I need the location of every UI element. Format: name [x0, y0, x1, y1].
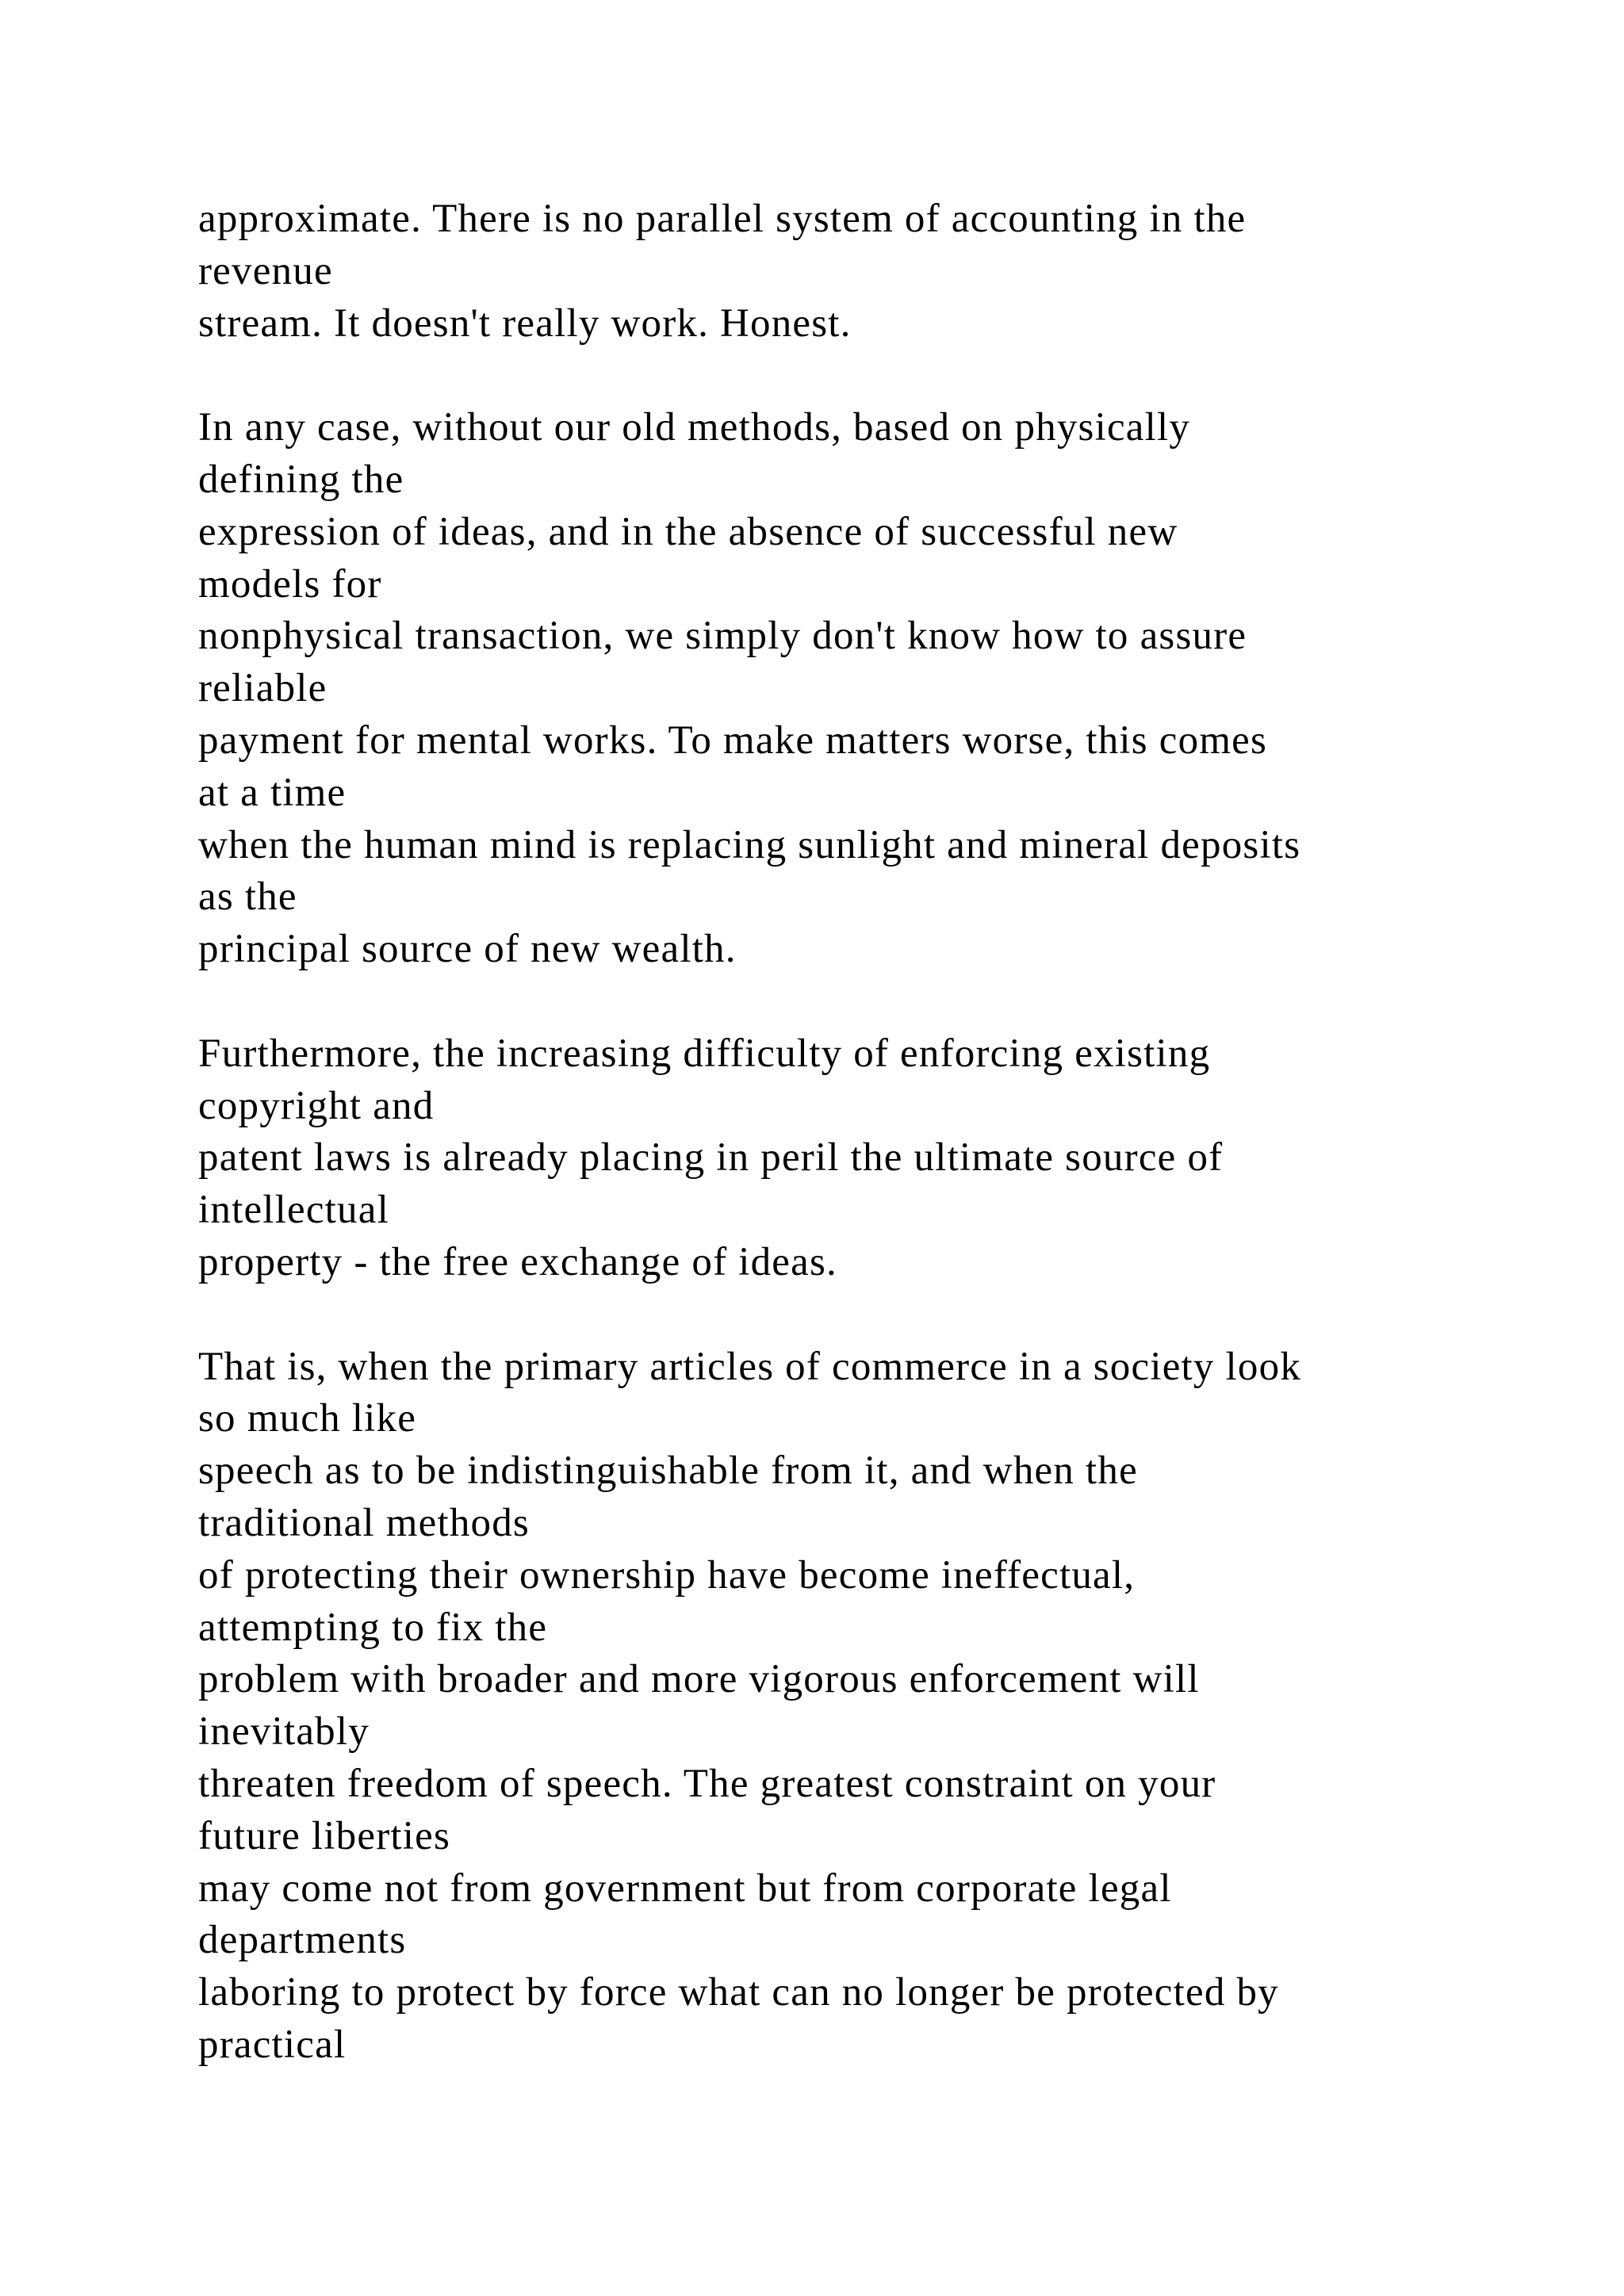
text-line: copyright and: [198, 1083, 435, 1128]
text-line: so much like: [198, 1396, 417, 1441]
text-line: laboring to protect by force what can no longer be protected by: [198, 1970, 1279, 2015]
text-line: stream. It doesn't really work. Honest.: [198, 300, 852, 346]
text-line: Furthermore, the increasing difficulty of enforcing existing: [198, 1031, 1211, 1076]
document-body: [198, 193, 1546, 2072]
paragraph-1: [198, 193, 1546, 350]
text-line: approximate. There is no parallel system of accounting in the: [198, 197, 1247, 241]
text-line: of protecting their ownership have become ineffectual,: [198, 1552, 1136, 1598]
text-line: principal source of new wealth.: [198, 927, 737, 972]
text-line: That is, when the primary articles of commerce in a society look: [198, 1344, 1302, 1389]
text-line: departments: [198, 1918, 407, 1963]
paragraph-4: [198, 1341, 1546, 2072]
text-line: payment for mental works. To make matters worse, this comes: [198, 718, 1268, 763]
text-line: may come not from government but from corporate legal: [198, 1866, 1172, 1911]
text-line: threaten freedom of speech. The greatest constraint on your: [198, 1761, 1216, 1806]
text-line: reliable: [198, 666, 327, 711]
text-line: attempting to fix the: [198, 1605, 548, 1650]
text-line: nonphysical transaction, we simply don't know how to assure: [198, 614, 1247, 659]
text-line: at a time: [198, 770, 347, 815]
text-line: property - the free exchange of ideas.: [198, 1239, 837, 1284]
text-line: defining the: [198, 457, 404, 502]
paragraph-3: [198, 1028, 1546, 1289]
text-line: inevitably: [198, 1709, 370, 1755]
paragraph-2: [198, 402, 1546, 976]
text-line: traditional methods: [198, 1500, 530, 1545]
text-line: expression of ideas, and in the absence of successful new: [198, 509, 1178, 554]
text-line: In any case, without our old methods, based on physically: [198, 405, 1191, 450]
text-line: future liberties: [198, 1813, 451, 1858]
text-line: models for: [198, 561, 382, 607]
text-line: practical: [198, 2022, 347, 2067]
text-line: as the: [198, 874, 297, 920]
text-line: when the human mind is replacing sunlight and mineral deposits: [198, 822, 1301, 867]
text-line: problem with broader and more vigorous enforcement will: [198, 1657, 1200, 1702]
text-line: speech as to be indistinguishable from it, and when the: [198, 1448, 1138, 1494]
text-line: intellectual: [198, 1188, 389, 1233]
text-line: patent laws is already placing in peril the ultimate source of: [198, 1135, 1224, 1181]
text-line: revenue: [198, 248, 333, 293]
